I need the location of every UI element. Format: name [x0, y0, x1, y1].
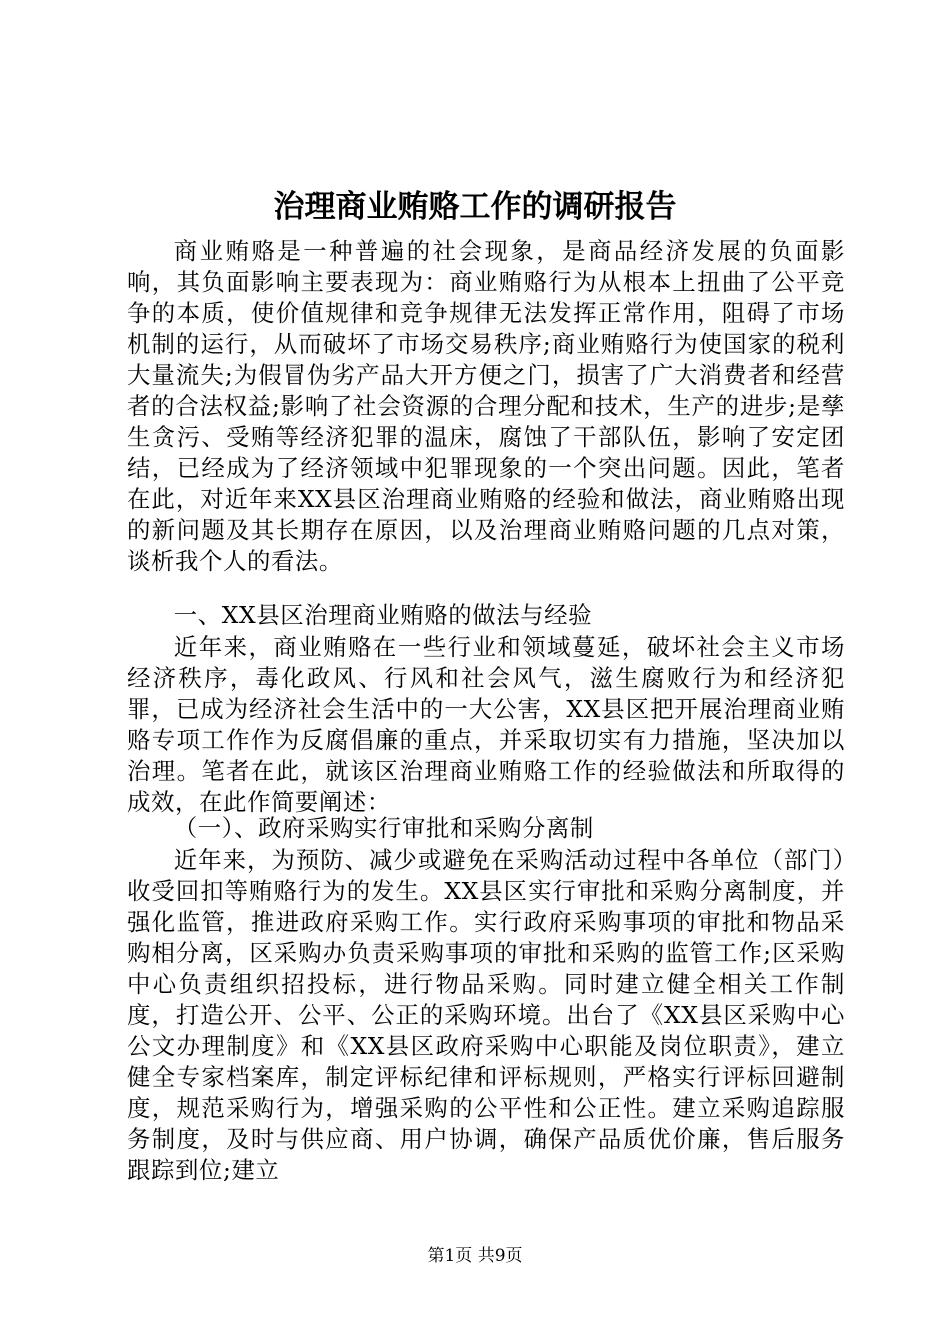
section-paragraph: 近年来，商业贿赂在一些行业和领域蔓延，破坏社会主义市场经济秩序，毒化政风、行风和社会风气，滋生腐败行为和经济犯罪，已成为经济社会生活中的一大公害，XX县区把开展治理商业贿赂专项工作作为反腐倡廉的重点，并采取切实有力措施，坚决加以治理。笔者在此，就该区治理商业贿赂工作的经验做法和所取得的成效，在此作简要阐述： [127, 633, 845, 816]
subsection-heading: （一）、政府采购实行审批和采购分离制 [173, 814, 594, 842]
intro-paragraph: 商业贿赂是一种普遍的社会现象，是商品经济发展的负面影响，其负面影响主要表现为：商业贿赂行为从根本上扭曲了公平竞争的本质，使价值规律和竞争规律无法发挥正常作用，阻碍了市场机制的运行，从而破坏了市场交易秩序;商业贿赂行为使国家的税利大量流失;为假冒伪劣产品大开方便之门，损害了广大消费者和经营者的合法权益;影响了社会资源的合理分配和技术，生产的进步;是孳生贪污、受贿等经济犯罪的温床，腐蚀了干部队伍，影响了安定团结，已经成为了经济领域中犯罪现象的一个突出问题。因此，笔者在此，对近年来XX县区治理商业贿赂的经验和做法，商业贿赂出现的新问题及其长期存在原因，以及治理商业贿赂问题的几点对策，谈析我个人的看法。 [127, 237, 845, 575]
section-heading-block [127, 600, 845, 631]
section-heading: 一、XX县区治理商业贿赂的做法与经验 [173, 601, 593, 629]
section-paragraph-block [127, 632, 845, 818]
intro-paragraph-block [127, 236, 845, 577]
subsection-heading-block [127, 813, 845, 844]
page-footer: 第1页 共9页 [427, 1246, 523, 1266]
subsection-paragraph: 近年来，为预防、减少或避免在采购活动过程中各单位（部门）收受回扣等贿赂行为的发生。XX县区实行审批和采购分离制度，并强化监管，推进政府采购工作。实行政府采购事项的审批和物品采购相分离，区采购办负责采购事项的审批和采购的监管工作;区采购中心负责组织招投标，进行物品采购。同时建立健全相关工作制度，打造公开、公平、公正的采购环境。出台了《XX县区采购中心公文办理制度》和《XX县区政府采购中心职能及岗位职责》，建立健全专家档案库，制定评标纪律和评标规则，严格实行评标回避制度，规范采购行为，增强采购的公平性和公正性。建立采购追踪服务制度，及时与供应商、用户协调，确保产品质优价廉，售后服务跟踪到位;建立 [127, 846, 845, 1184]
page-title: 治理商业贿赂工作的调研报告 [273, 189, 677, 225]
subsection-paragraph-block [127, 845, 845, 1186]
